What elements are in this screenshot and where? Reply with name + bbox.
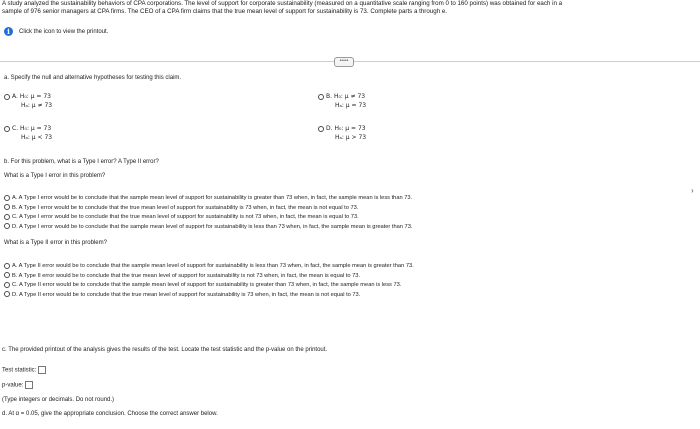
option-text: B. A Type II error would be to conclude that the true mean level of support for sustainability is not 73 when, in fact, the mean is equal to 73. xyxy=(12,272,360,279)
part-b-question: b. For this problem, what is a Type I error? A Type II error? xyxy=(4,159,159,165)
info-icon[interactable]: i xyxy=(4,27,13,36)
type2-question: What is a Type II error in this problem? xyxy=(4,240,107,246)
prompt-line-1: A study analyzed the sustainability behaviors of CPA corporations. The level of support for corporate sustainability (measured on a quantitative scale ranging from 0 to 160 points) was obtained for each in a xyxy=(2,0,563,7)
radio-c[interactable] xyxy=(4,126,10,132)
radio-type2-d[interactable] xyxy=(4,291,10,297)
ha-text: Hₐ: μ < 73 xyxy=(21,134,53,141)
option-text: A. A Type II error would be to conclude that the sample mean level of support for sustainability is less than 73 when, in fact, the sample mean is greater than 73. xyxy=(12,263,414,269)
radio-a[interactable] xyxy=(4,94,10,100)
type2-option-d[interactable] xyxy=(4,291,414,301)
option-text: B. A Type I error would be to conclude that the true mean level of support for sustainability is 73 when, in fact, the mean is not equal to 73. xyxy=(12,204,359,211)
type1-option-b[interactable] xyxy=(4,204,412,214)
view-printout-text: Click the icon to view the printout. xyxy=(19,28,109,35)
radio-b[interactable] xyxy=(318,94,324,100)
radio-type1-c[interactable] xyxy=(4,214,10,220)
option-label: B. xyxy=(326,93,333,100)
part-d-question: d. At α = 0.05, give the appropriate conclusion. Choose the correct answer below. xyxy=(2,411,218,417)
option-text: D. A Type II error would be to conclude that the true mean level of support for sustainability is 73 when, in fact, the mean is not equal to 73. xyxy=(12,291,361,298)
radio-type1-d[interactable] xyxy=(4,223,10,229)
input-hint: (Type integers or decimals. Do not round.) xyxy=(2,397,115,403)
option-text: D. A Type I error would be to conclude that the sample mean level of support for sustainability is less than 73 when, in fact, the sample mean is greater than 73. xyxy=(12,223,413,230)
radio-type2-a[interactable] xyxy=(4,263,10,269)
radio-type1-a[interactable] xyxy=(4,195,10,201)
h0-text: H₀: μ = 73 xyxy=(334,125,366,132)
option-label: A. xyxy=(12,93,18,100)
test-statistic-row xyxy=(2,366,46,374)
option-c-hypotheses[interactable] xyxy=(4,124,52,142)
option-text: C. A Type I error would be to conclude that the true mean level of support for sustainability is not 73 when, in fact, the mean is equal to 73. xyxy=(12,214,359,221)
option-text: A. A Type I error would be to conclude that the sample mean level of support for sustainability is greater than 73 when, in fact, the sample mean is less than 73. xyxy=(12,195,413,201)
prompt-line-2: sample of 976 senior managers at CPA firms. The CEO of a CPA firm claims that the true mean level of support for sustainability is 73. Complete parts a through e. xyxy=(2,8,448,15)
type2-option-a[interactable] xyxy=(4,262,414,272)
view-printout-link[interactable] xyxy=(4,27,108,36)
type1-option-c[interactable] xyxy=(4,213,412,223)
divider-handle[interactable]: ••••• xyxy=(334,57,354,67)
type1-question: What is a Type I error in this problem? xyxy=(4,173,106,179)
p-value-input[interactable] xyxy=(25,381,33,389)
type1-option-a[interactable] xyxy=(4,194,412,204)
type2-option-b[interactable] xyxy=(4,272,414,282)
radio-d[interactable] xyxy=(318,126,324,132)
h0-text: H₀: μ ≠ 73 xyxy=(333,93,366,100)
scroll-right-icon[interactable]: › xyxy=(691,186,694,195)
h0-text: H₀: μ = 73 xyxy=(19,93,51,100)
option-a-hypotheses[interactable] xyxy=(4,92,52,110)
option-d-hypotheses[interactable] xyxy=(318,124,366,142)
ha-text: Hₐ: μ ≠ 73 xyxy=(21,102,53,109)
option-text: C. A Type II error would be to conclude that the sample mean level of support for sustainability is greater than 73 when, in fact, the sample mean is less 73. xyxy=(12,282,402,289)
radio-type2-b[interactable] xyxy=(4,272,10,278)
ha-text: Hₐ: μ = 73 xyxy=(335,102,367,109)
test-statistic-input[interactable] xyxy=(38,366,46,374)
radio-type1-b[interactable] xyxy=(4,204,10,210)
option-label: D. xyxy=(326,125,333,132)
p-value-row xyxy=(2,381,33,389)
problem-prompt xyxy=(2,0,562,16)
option-b-hypotheses[interactable] xyxy=(318,92,366,110)
test-statistic-label: Test statistic: xyxy=(2,367,37,374)
type2-options xyxy=(4,262,414,300)
type1-options xyxy=(4,194,412,232)
type2-option-c[interactable] xyxy=(4,281,414,291)
ha-text: Hₐ: μ > 73 xyxy=(335,134,367,141)
option-label: C. xyxy=(12,125,19,132)
h0-text: H₀: μ = 73 xyxy=(20,125,52,132)
part-a-question: a. Specify the null and alternative hypotheses for testing this claim. xyxy=(4,75,182,81)
type1-option-d[interactable] xyxy=(4,223,412,233)
radio-type2-c[interactable] xyxy=(4,282,10,288)
part-c-question: c. The provided printout of the analysis gives the results of the test. Locate the test statistic and the p-value on the printout. xyxy=(2,347,328,353)
p-value-label: p-value: xyxy=(2,382,24,389)
